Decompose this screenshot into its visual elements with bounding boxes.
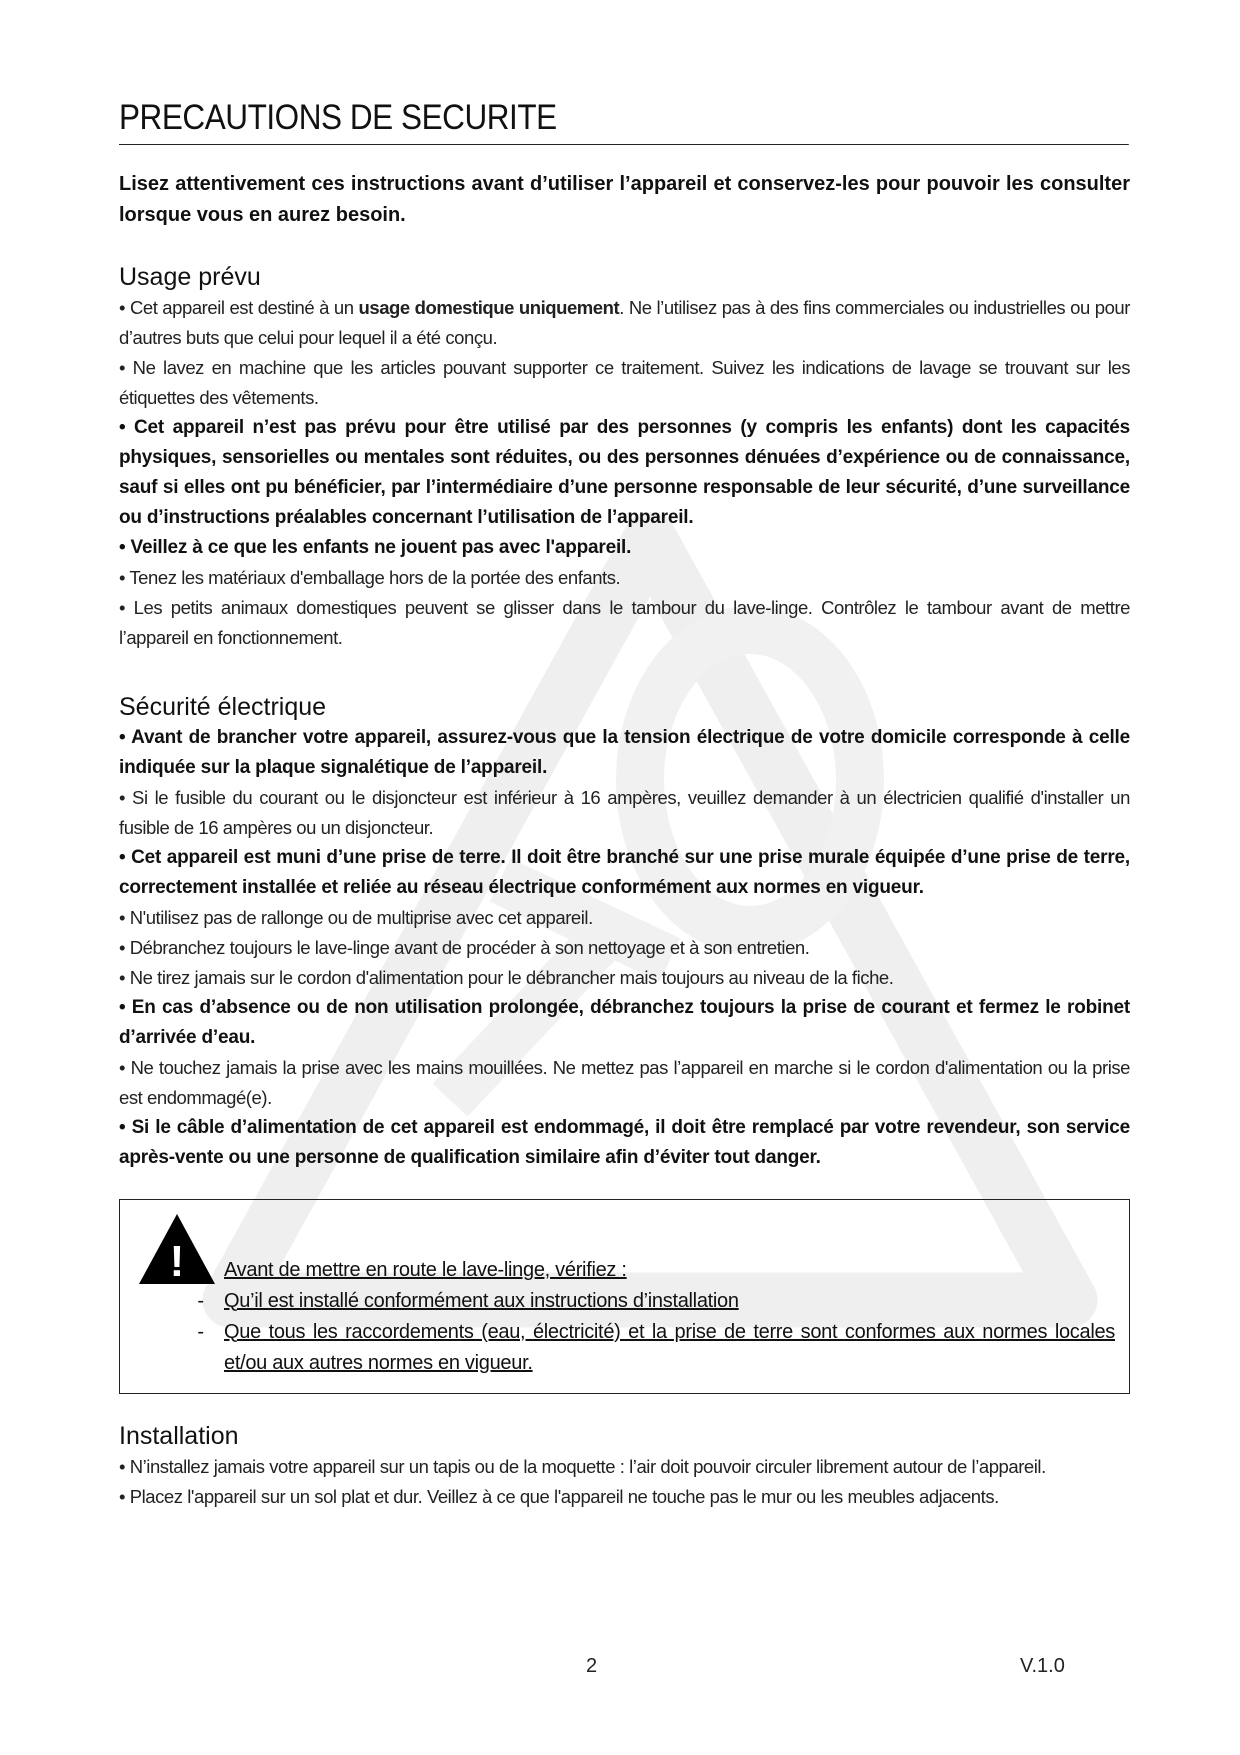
- usage-item-1-post: . Ne l’utilisez pas à des fins commerciales ou industrielles ou pour d’autres buts que celui pour lequel il a été conçu.: [119, 296, 1130, 348]
- warning-line-1: Qu’il est installé conformément aux instructions d’installation: [224, 1289, 739, 1312]
- electrical-item-8: • Ne touchez jamais la prise avec les mains mouillées. Ne mettez pas l’appareil en marche si le cordon d'alimentation ou la prise est endommagé(e).: [119, 1056, 1130, 1108]
- warning-heading: Avant de mettre en route le lave-linge, vérifiez :: [224, 1258, 627, 1281]
- document-version: V.1.0: [1020, 1655, 1065, 1677]
- intro-notice: Lisez attentivement ces instructions avant d’utiliser l’appareil et conservez-les pour pouvoir les consulter lorsque vous en aurez besoin.: [119, 172, 1130, 226]
- electrical-item-3: • Cet appareil est muni d’une prise de terre. Il doit être branché sur une prise murale équipée d’une prise de terre, correctement installée et reliée au réseau électrique conformément aux normes en vigueur.: [119, 846, 1130, 898]
- installation-heading: Installation: [119, 1421, 239, 1450]
- warning-dash-2: -: [197, 1320, 204, 1343]
- electrical-item-9: • Si le câble d’alimentation de cet appareil est endommagé, il doit être remplacé par votre revendeur, son service après-vente ou une personne de qualification similaire afin d’éviter tout danger.: [119, 1116, 1130, 1168]
- warning-row-1: [120, 1286, 1115, 1317]
- usage-item-1-pre: • Cet appareil est destiné à un: [119, 296, 359, 318]
- section-electrical: [119, 691, 1130, 1173]
- warning-lines: [120, 1255, 1115, 1379]
- warning-row-2: [120, 1317, 1115, 1379]
- electrical-item-5: • Débranchez toujours le lave-linge avant de procéder à son nettoyage et à son entretien.: [119, 936, 810, 958]
- installation-item-2: • Placez l'appareil sur un sol plat et dur. Veillez à ce que l'appareil ne touche pas le mur ou les meubles adjacents.: [119, 1485, 999, 1507]
- electrical-item-6: • Ne tirez jamais sur le cordon d'alimentation pour le débrancher mais toujours au niveau de la fiche.: [119, 966, 894, 988]
- section-usage: [119, 261, 1130, 653]
- warning-dash-1: -: [197, 1289, 204, 1312]
- page-number: 2: [586, 1655, 598, 1677]
- usage-item-6: • Les petits animaux domestiques peuvent se glisser dans le tambour du lave-linge. Contrôlez le tambour avant de mettre l’appareil en fonctionnement.: [119, 596, 1130, 648]
- installation-item-1: • N’installez jamais votre appareil sur un tapis ou de la moquette : l’air doit pouvoir circuler librement autour de l’appareil.: [119, 1455, 1046, 1477]
- section-installation: [119, 1420, 1130, 1512]
- usage-heading: Usage prévu: [119, 262, 261, 291]
- usage-item-2: • Ne lavez en machine que les articles pouvant supporter ce traitement. Suivez les indications de lavage se trouvant sur les étiquettes des vêtements.: [119, 356, 1130, 408]
- usage-item-1-emphasis: usage domestique uniquement: [358, 296, 620, 318]
- electrical-item-4: • N'utilisez pas de rallonge ou de multiprise avec cet appareil.: [119, 906, 593, 928]
- usage-item-3: • Cet appareil n’est pas prévu pour être utilisé par des personnes (y compris les enfants) dont les capacités physiques, sensorielles ou mentales sont réduites, ou des personnes dénuées d’expérience ou de connaissance, sauf si elles ont pu bénéficier, par l’intermédiaire d’une personne responsable de leur sécurité, d’une surveillance ou d’instructions préalables concernant l’utilisation de l’appareil.: [119, 416, 1130, 528]
- usage-item-4: • Veillez à ce que les enfants ne jouent pas avec l'appareil.: [119, 536, 632, 558]
- electrical-item-2: • Si le fusible du courant ou le disjoncteur est inférieur à 16 ampères, veuillez demander à un électricien qualifié d'installer un fusible de 16 ampères ou un disjoncteur.: [119, 786, 1130, 838]
- electrical-item-1: • Avant de brancher votre appareil, assurez-vous que la tension électrique de votre domicile corresponde à celle indiquée sur la plaque signalétique de l’appareil.: [119, 726, 1130, 778]
- page-content: [119, 96, 1130, 1512]
- usage-item-1: [119, 293, 1130, 353]
- electrical-item-7: • En cas d’absence ou de non utilisation prolongée, débranchez toujours la prise de courant et fermez le robinet d’arrivée d’eau.: [119, 996, 1130, 1048]
- warning-line-2: Que tous les raccordements (eau, électricité) et la prise de terre sont conformes aux normes locales et/ou aux autres normes en vigueur.: [224, 1320, 1115, 1374]
- warning-box: [119, 1199, 1130, 1394]
- usage-item-5: • Tenez les matériaux d'emballage hors de la portée des enfants.: [119, 566, 621, 588]
- page-title: PRECAUTIONS DE SECURITE: [119, 96, 1129, 145]
- warning-icon-glyph: !: [169, 1236, 185, 1286]
- electrical-heading: Sécurité électrique: [119, 692, 327, 721]
